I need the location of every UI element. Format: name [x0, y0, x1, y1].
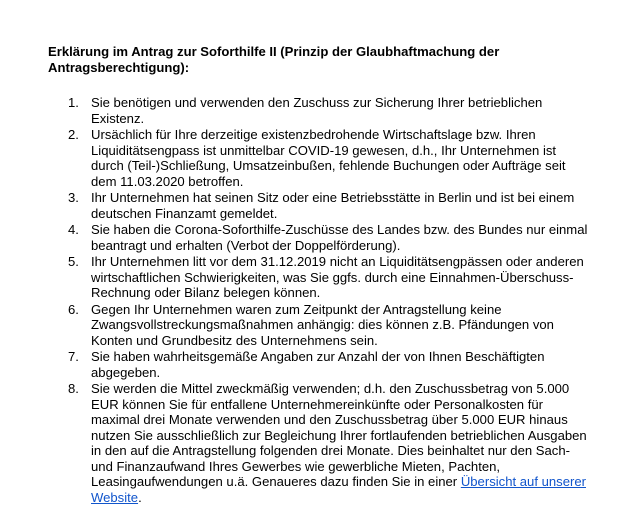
- overview-website-link[interactable]: Übersicht auf unserer Website: [91, 474, 586, 505]
- list-number: 2.: [68, 127, 79, 142]
- declaration-list: [48, 95, 588, 505]
- list-item-7: [48, 349, 588, 380]
- list-item-text: Gegen Ihr Unternehmen waren zum Zeitpunkt der Antragstellung keine Zwangsvollstreckungsmaßnahmen anhängig: dies können z.B. Pfändungen von Konten und Grundbesitz des Unternehmens sein.: [91, 301, 554, 348]
- list-item-3: [48, 190, 588, 221]
- list-item-8: [48, 381, 588, 505]
- list-number: 4.: [68, 222, 79, 237]
- list-item-5: [48, 254, 588, 301]
- list-number: 1.: [68, 95, 79, 110]
- document-heading: Erklärung im Antrag zur Soforthilfe II (Prinzip der Glaubhaftmachung der Antragsberechtigung):: [48, 44, 500, 75]
- list-item-text-end: .: [138, 489, 142, 505]
- list-number: 7.: [68, 349, 79, 364]
- list-number: 3.: [68, 190, 79, 205]
- list-number: 6.: [68, 301, 79, 317]
- list-item-2: [48, 127, 588, 189]
- list-number: 5.: [68, 254, 79, 269]
- list-item-text: Ursächlich für Ihre derzeitige existenzbedrohende Wirtschaftslage bzw. Ihren Liquiditätsengpass ist unmittelbar COVID-19 gewesen, d.h., Ihr Unternehmen ist durch (Teil-)Schließung, Umsatzeinbußen, fehlende Buchungen oder Aufträge seit dem 11.03.2020 betroffen.: [91, 127, 566, 189]
- list-item-4: [48, 222, 588, 253]
- list-number: 8.: [68, 381, 79, 396]
- list-item-text: Sie haben wahrheitsgemäße Angaben zur Anzahl der von Ihnen Beschäftigten abgegeben.: [91, 349, 545, 380]
- list-item-1: [48, 95, 588, 126]
- list-item-6: [48, 302, 588, 349]
- document: [48, 44, 588, 506]
- list-item-text: Sie werden die Mittel zweckmäßig verwenden; d.h. den Zuschussbetrag von 5.000 EUR können Sie für entfallene Unternehmereinkünfte oder Personalkosten für maximal drei Monate verwenden und den Zuschussbetrag über 5.000 EUR hinaus nutzen Sie ausschließlich zur Begleichung Ihrer fortlaufenden betrieblichen Ausgaben in den auf die Antragstellung folgenden drei Monate. Dies beinhaltet nur den Sach- und Finanzaufwand Ihres Gewerbes wie gewerbliche Mieten, Pachten, Leasingaufwendungen u.ä. Genaueres dazu finden Sie in einer: [91, 381, 587, 489]
- list-item-text: Sie benötigen und verwenden den Zuschuss zur Sicherung Ihrer betrieblichen Existenz.: [91, 95, 543, 126]
- list-item-text: Ihr Unternehmen hat seinen Sitz oder eine Betriebsstätte in Berlin und ist bei einem deutschen Finanzamt gemeldet.: [91, 190, 575, 221]
- list-item-text: Ihr Unternehmen litt vor dem 31.12.2019 nicht an Liquiditätsengpässen oder anderen wirtschaftlichen Schwierigkeiten, was Sie ggfs. durch eine Einnahmen-Überschuss-Rechnung oder Bilanz belegen können.: [91, 254, 584, 300]
- list-item-text: Sie haben die Corona-Soforthilfe-Zuschüsse des Landes bzw. des Bundes nur einmal beantragt und erhalten (Verbot der Doppelförderung).: [91, 222, 588, 253]
